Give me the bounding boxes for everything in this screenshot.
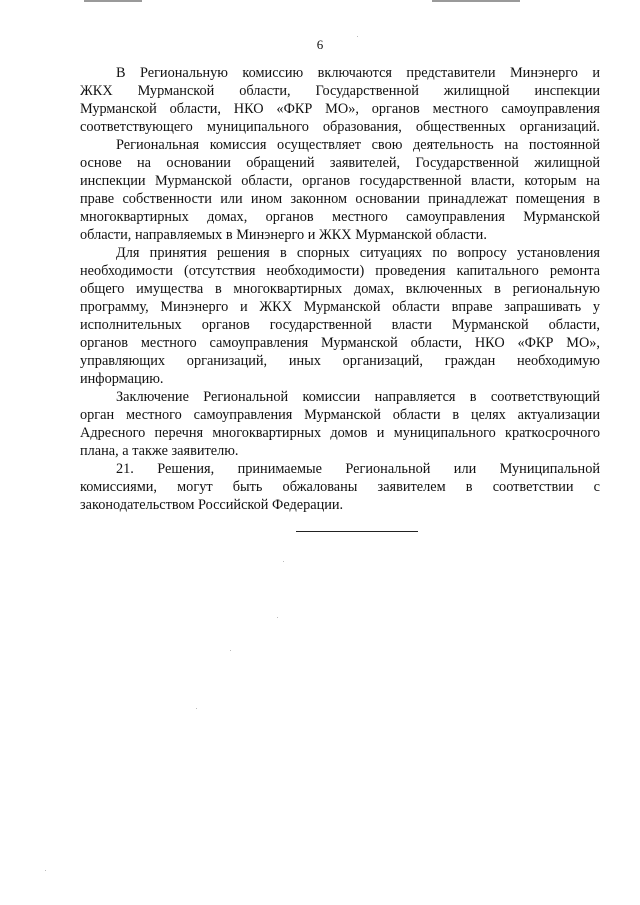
text-line: инспекции Мурманской области, органов государственной власти, которым на xyxy=(80,173,600,189)
scan-speck xyxy=(283,561,284,562)
text-line: программу, Минэнерго и ЖКХ Мурманской области вправе запрашивать у xyxy=(80,299,600,315)
paragraph-conclusion xyxy=(80,388,600,460)
text-line: плана, а также заявителю. xyxy=(80,443,239,459)
text-line: исполнительных органов государственной власти Мурманской области, xyxy=(80,317,600,333)
scan-mark-left xyxy=(84,0,142,2)
text-line: Для принятия решения в спорных ситуациях по вопросу установления xyxy=(116,245,600,261)
text-line: основе на основании обращений заявителей, Государственной жилищной xyxy=(80,155,600,171)
text-line: законодательством Российской Федерации. xyxy=(80,497,344,513)
scan-speck xyxy=(277,617,278,618)
text-line: общего имущества в многоквартирных домах, включенных в региональную xyxy=(80,281,600,297)
text-line: В Региональную комиссию включаются представители Минэнерго и xyxy=(116,65,600,81)
text-line: информацию. xyxy=(80,371,164,387)
text-line: 21. Решения, принимаемые Региональной или Муниципальной xyxy=(116,461,600,477)
scan-speck xyxy=(230,650,231,651)
text-line: праве собственности или ином законном основании принадлежат помещения в xyxy=(80,191,600,207)
scan-speck xyxy=(45,870,46,871)
text-line: органов местного самоуправления Мурманской области, НКО «ФКР МО», xyxy=(80,335,600,351)
paragraph-commission-activity xyxy=(80,136,600,244)
scan-mark-right xyxy=(432,0,520,2)
text-line: соответствующего муниципального образования, общественных организаций. xyxy=(80,119,600,135)
text-line: Адресного перечня многоквартирных домов и муниципального краткосрочного xyxy=(80,425,600,441)
document-body xyxy=(80,64,600,514)
text-line: многоквартирных домах, органов местного самоуправления Мурманской xyxy=(80,209,600,225)
paragraph-disputes xyxy=(80,244,600,388)
text-line: Мурманской области, НКО «ФКР МО», органов местного самоуправления xyxy=(80,101,600,117)
paragraph-commission-members xyxy=(80,64,600,136)
text-line: орган местного самоуправления Мурманской области в целях актуализации xyxy=(80,407,600,423)
text-line: Заключение Региональной комиссии направляется в соответствующий xyxy=(116,389,600,405)
text-line: комиссиями, могут быть обжалованы заявителем в соответствии с xyxy=(80,479,600,495)
text-line: необходимости (отсутствия необходимости) проведения капитального ремонта xyxy=(80,263,600,279)
paragraph-item-21 xyxy=(80,460,600,514)
text-line: Региональная комиссия осуществляет свою деятельность на постоянной xyxy=(116,137,600,153)
text-line: области, направляемых в Минэнерго и ЖКХ Мурманской области. xyxy=(80,227,487,243)
text-line: ЖКХ Мурманской области, Государственной жилищной инспекции xyxy=(80,83,600,99)
text-line: управляющих организаций, иных организаций, граждан необходимую xyxy=(80,353,600,369)
scan-speck xyxy=(196,708,197,709)
end-of-document-rule xyxy=(296,531,418,532)
page-number: 6 xyxy=(316,37,324,52)
